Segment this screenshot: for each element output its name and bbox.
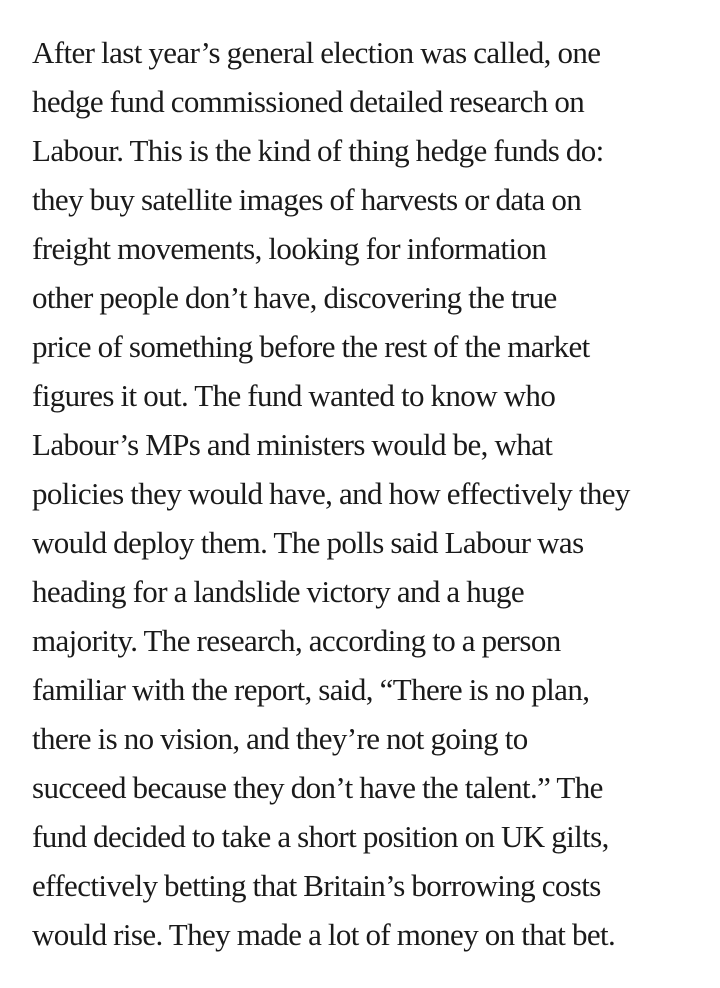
text-line: hedge fund commissioned detailed research on	[32, 84, 585, 119]
text-line: Labour. This is the kind of thing hedge funds do:	[32, 133, 604, 168]
text-line: familiar with the report, said, “There is no plan,	[32, 672, 590, 707]
text-line: effectively betting that Britain’s borrowing costs	[32, 868, 601, 903]
text-line: other people don’t have, discovering the true	[32, 280, 557, 315]
text-line: fund decided to take a short position on UK gilts,	[32, 819, 609, 854]
text-line: would deploy them. The polls said Labour was	[32, 525, 584, 560]
text-line: heading for a landslide victory and a huge	[32, 574, 525, 609]
text-line: Labour’s MPs and ministers would be, what	[32, 427, 553, 462]
text-line: After last year’s general election was called, one	[32, 35, 601, 70]
text-line: majority. The research, according to a person	[32, 623, 561, 658]
text-line: figures it out. The fund wanted to know who	[32, 378, 556, 413]
text-line: freight movements, looking for information	[32, 231, 547, 266]
text-line: there is no vision, and they’re not going to	[32, 721, 528, 756]
text-line: succeed because they don’t have the talent.” The	[32, 770, 603, 805]
text-line: price of something before the rest of the market	[32, 329, 590, 364]
text-line: they buy satellite images of harvests or data on	[32, 182, 582, 217]
article-paragraph	[32, 28, 702, 959]
text-line: would rise. They made a lot of money on that bet.	[32, 917, 616, 952]
text-line: policies they would have, and how effectively they	[32, 476, 630, 511]
